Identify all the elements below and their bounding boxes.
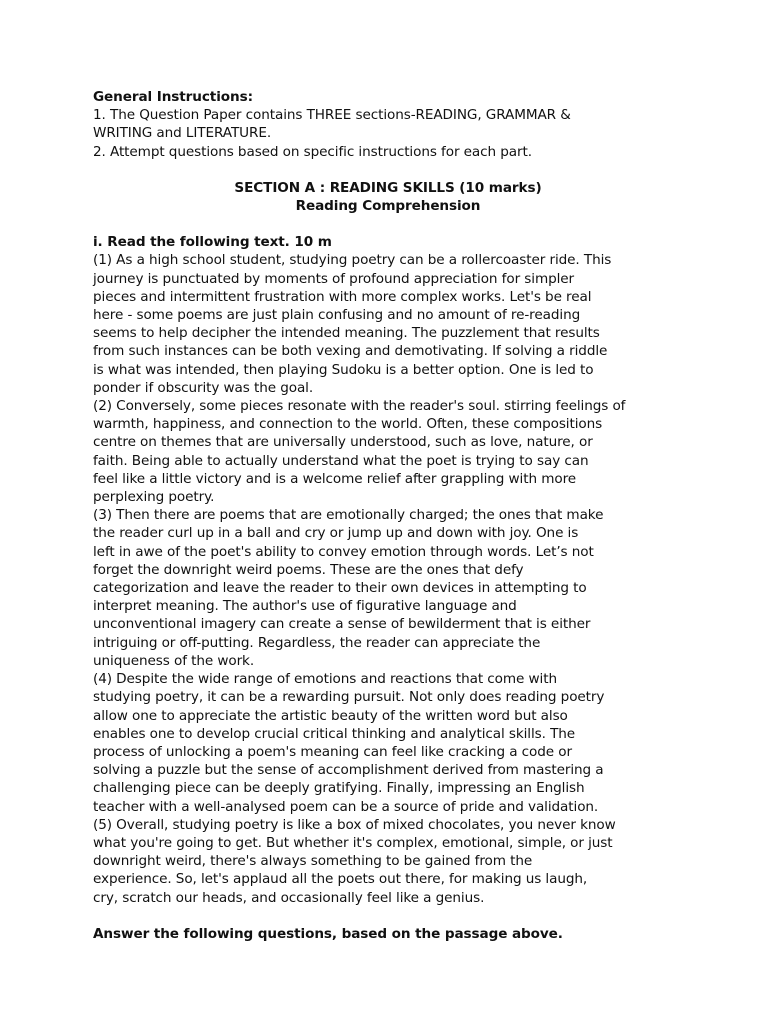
passage-line: centre on themes that are universally understood, such as love, nature, or bbox=[93, 434, 593, 451]
passage-line: uniqueness of the work. bbox=[93, 652, 255, 669]
passage-line: teacher with a well-analysed poem can be a source of pride and validation. bbox=[93, 798, 599, 815]
passage-line: journey is punctuated by moments of profound appreciation for simpler bbox=[93, 270, 575, 287]
passage-line: (1) As a high school student, studying poetry can be a rollercoaster ride. This bbox=[93, 252, 612, 269]
passage-line: feel like a little victory and is a welcome relief after grappling with more bbox=[93, 470, 577, 487]
passage-line: the reader curl up in a ball and cry or jump up and down with joy. One is bbox=[93, 525, 579, 542]
instruction-item-1-line: WRITING and LITERATURE. bbox=[93, 125, 272, 142]
instruction-item-1 bbox=[93, 106, 683, 142]
passage-line: downright weird, there's always something to be gained from the bbox=[93, 853, 533, 870]
answer-prompt: Answer the following questions, based on the passage above. bbox=[93, 925, 563, 942]
passage-line: pieces and intermittent frustration with more complex works. Let's be real bbox=[93, 288, 592, 305]
passage-line: (3) Then there are poems that are emotionally charged; the ones that make bbox=[93, 507, 604, 524]
instruction-item-1-line: 1. The Question Paper contains THREE sections-READING, GRAMMAR & bbox=[93, 107, 571, 124]
instruction-item-2: 2. Attempt questions based on specific instructions for each part. bbox=[93, 143, 532, 160]
passage-line: allow one to appreciate the artistic beauty of the written word but also bbox=[93, 707, 568, 724]
passage-line: (4) Despite the wide range of emotions and reactions that come with bbox=[93, 671, 557, 688]
passage-line: interpret meaning. The author's use of figurative language and bbox=[93, 598, 517, 615]
passage-line: categorization and leave the reader to their own devices in attempting to bbox=[93, 580, 587, 597]
passage-line: unconventional imagery can create a sense of bewilderment that is either bbox=[93, 616, 591, 633]
passage-line: challenging piece can be deeply gratifying. Finally, impressing an English bbox=[93, 780, 585, 797]
spacer bbox=[93, 907, 683, 925]
passage-line: seems to help decipher the intended meaning. The puzzlement that results bbox=[93, 325, 600, 342]
passage-line: ponder if obscurity was the goal. bbox=[93, 379, 314, 396]
passage-line: intriguing or off-putting. Regardless, the reader can appreciate the bbox=[93, 634, 541, 651]
passage-line: left in awe of the poet's ability to convey emotion through words. Let’s not bbox=[93, 543, 594, 560]
passage-line: (2) Conversely, some pieces resonate with the reader's soul. stirring feelings of bbox=[93, 398, 626, 415]
passage-line: process of unlocking a poem's meaning can feel like cracking a code or bbox=[93, 743, 572, 760]
passage-line: enables one to develop crucial critical thinking and analytical skills. The bbox=[93, 725, 576, 742]
section-title: SECTION A : READING SKILLS (10 marks) bbox=[234, 179, 542, 196]
spacer bbox=[93, 215, 683, 233]
passage-line: studying poetry, it can be a rewarding pursuit. Not only does reading poetry bbox=[93, 689, 605, 706]
passage-line: solving a puzzle but the sense of accomplishment derived from mastering a bbox=[93, 762, 604, 779]
passage-line: perplexing poetry. bbox=[93, 489, 215, 506]
document-page bbox=[93, 88, 683, 943]
passage-line: forget the downright weird poems. These are the ones that defy bbox=[93, 561, 524, 578]
passage-text bbox=[93, 251, 683, 906]
section-subtitle: Reading Comprehension bbox=[295, 198, 481, 215]
passage-line: warmth, happiness, and connection to the world. Often, these compositions bbox=[93, 416, 603, 433]
passage-line: faith. Being able to actually understand what the poet is trying to say can bbox=[93, 452, 589, 469]
passage-prompt: i. Read the following text. 10 m bbox=[93, 234, 332, 251]
passage-line: here - some poems are just plain confusing and no amount of re-reading bbox=[93, 307, 581, 324]
passage-line: cry, scratch our heads, and occasionally feel like a genius. bbox=[93, 889, 485, 906]
passage-line: from such instances can be both vexing and demotivating. If solving a riddle bbox=[93, 343, 608, 360]
passage-line: (5) Overall, studying poetry is like a box of mixed chocolates, you never know bbox=[93, 816, 616, 833]
passage-line: experience. So, let's applaud all the poets out there, for making us laugh, bbox=[93, 871, 588, 888]
passage-line: what you're going to get. But whether it's complex, emotional, simple, or just bbox=[93, 834, 613, 851]
general-instructions-heading: General Instructions: bbox=[93, 89, 253, 105]
passage-line: is what was intended, then playing Sudoku is a better option. One is led to bbox=[93, 361, 594, 378]
spacer bbox=[93, 161, 683, 179]
